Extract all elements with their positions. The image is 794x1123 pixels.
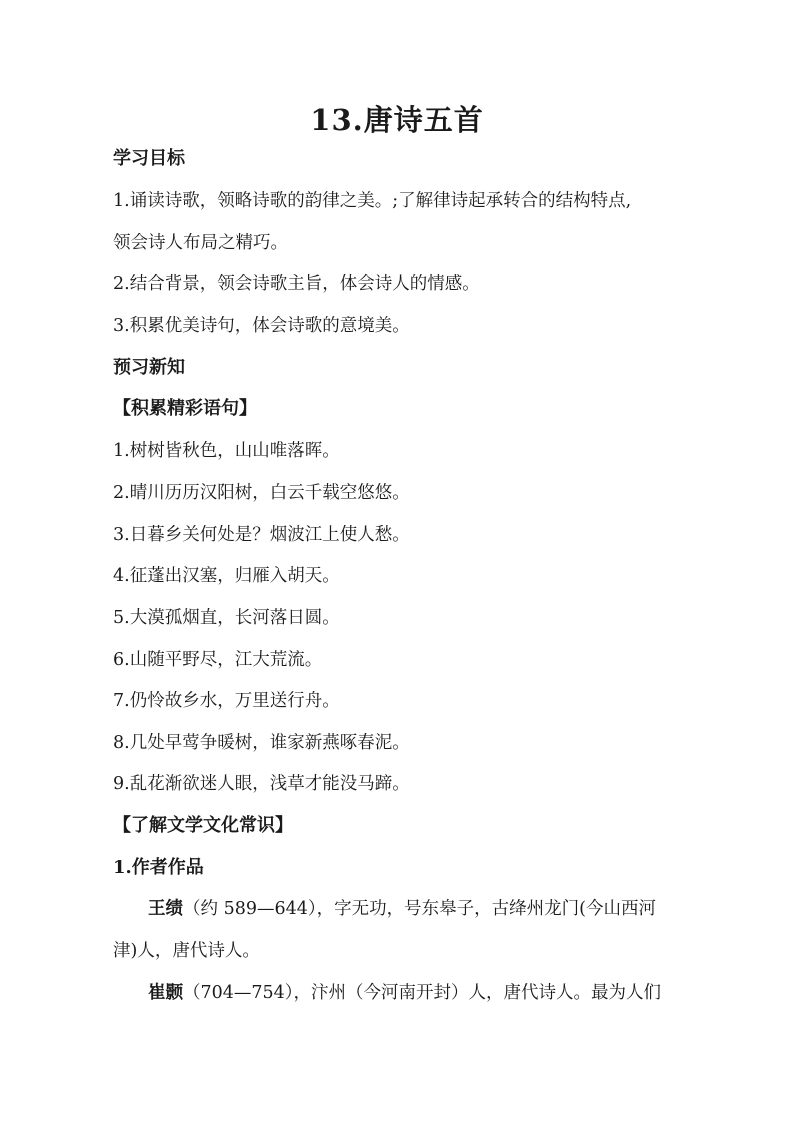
sentence-line: 7.仍怜故乡水，万里送行舟。 [113,691,340,711]
sentence-line: 9.乱花渐欲迷人眼，浅草才能没马蹄。 [113,774,410,794]
culture-heading: 【了解文学文化常识】 [113,815,293,836]
goal-line: 3.积累优美诗句，体会诗歌的意境美。 [113,316,410,336]
sentence-line: 8.几处早莺争暖树，谁家新燕啄春泥。 [113,733,410,753]
author-name: 崔颢 [148,983,183,1003]
author-paragraph [148,981,661,1005]
sentence-line: 1.树树皆秋色，山山唯落晖。 [113,441,340,461]
goal-line: 2.结合背景，领会诗歌主旨，体会诗人的情感。 [113,274,480,294]
page-title: 13.唐诗五首 [310,103,484,137]
goal-line: 1.诵读诗歌，领略诗歌的韵律之美。;了解律诗起承转合的结构特点, [113,191,632,211]
goals-heading: 学习目标 [113,148,185,169]
author-name: 王绩 [148,899,183,919]
sentences-heading: 【积累精彩语句】 [113,398,257,419]
sentence-line: 4.征蓬出汉塞，归雁入胡天。 [113,566,340,586]
author-paragraph [148,897,656,921]
author-text: （704—754），汴州（今河南开封）人，唐代诗人。最为人们 [183,983,662,1003]
preview-heading: 预习新知 [113,357,185,378]
goal-line: 领会诗人布局之精巧。 [113,233,288,253]
sentence-line: 6.山随平野尽，江大荒流。 [113,650,323,670]
sentence-line: 3.日暮乡关何处是？烟波江上使人愁。 [113,525,410,545]
author-paragraph-cont: 津)人，唐代诗人。 [113,941,260,961]
sentence-line: 2.晴川历历汉阳树，白云千载空悠悠。 [113,483,410,503]
sentence-line: 5.大漠孤烟直，长河落日圆。 [113,608,340,628]
author-text: （约 589—644），字无功，号东皋子，古绛州龙门(今山西河 [183,899,656,919]
authors-heading: 1.作者作品 [113,857,204,878]
